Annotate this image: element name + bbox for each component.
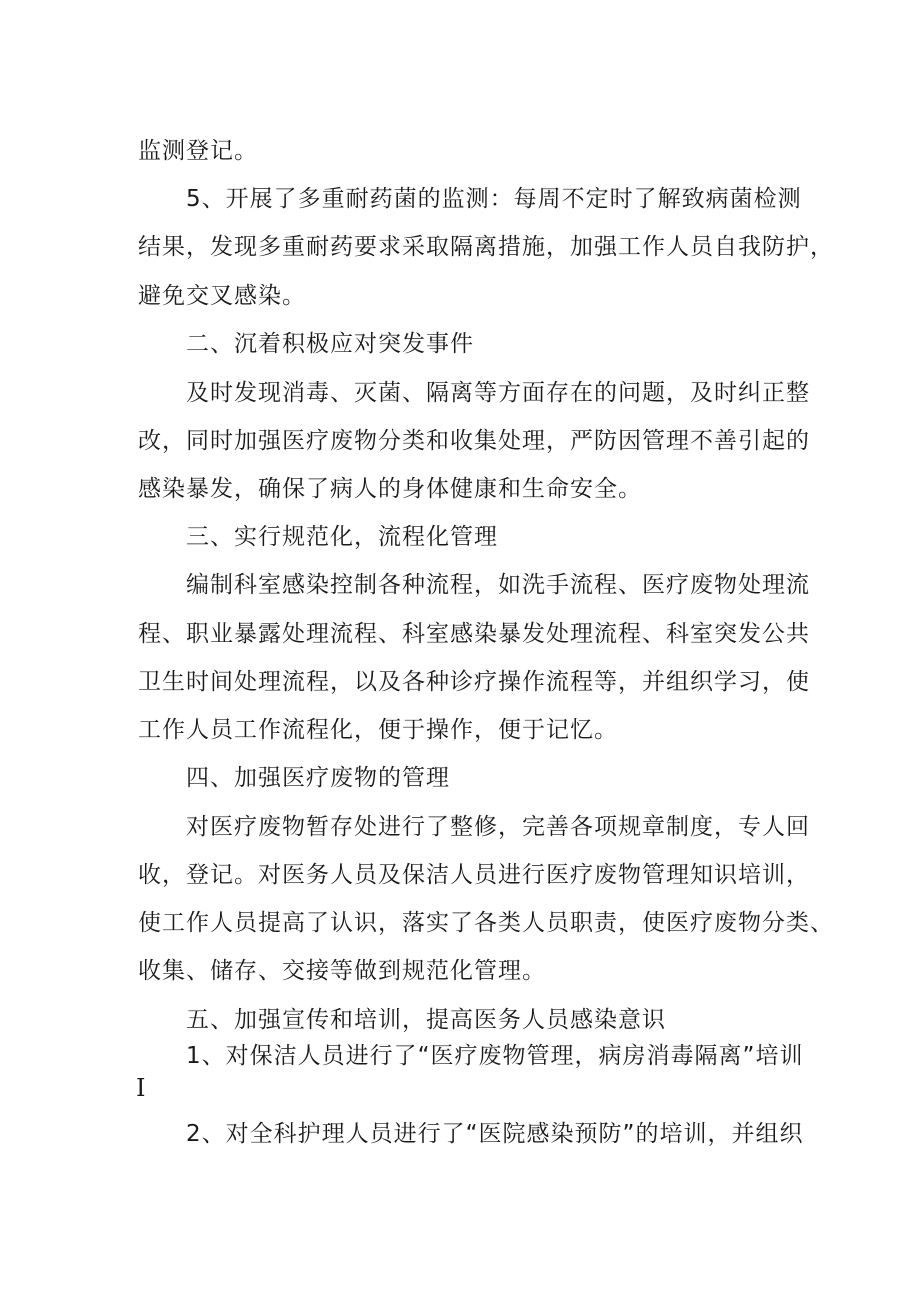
text-line: 感染暴发，确保了病人的身体健康和生命安全。	[138, 476, 642, 502]
text-line: 改，同时加强医疗废物分类和收集处理，严防因管理不善引起的	[138, 428, 810, 454]
text-line: 工作人员工作流程化，便于操作，便于记忆。	[138, 717, 618, 743]
section-heading: 三、实行规范化，流程化管理	[186, 524, 498, 550]
text-line: 收集、储存、交接等做到规范化管理。	[138, 958, 546, 984]
text-line: 对医疗废物暂存处进行了整修，完善各项规章制度，专人回	[186, 814, 810, 840]
section-heading: 五、加强宣传和培训，提高医务人员感染意识	[186, 1007, 666, 1033]
text-line: 卫生时间处理流程，以及各种诊疗操作流程等，并组织学习，使	[138, 669, 810, 695]
text-line: 程、职业暴露处理流程、科室感染暴发处理流程、科室突发公共	[138, 621, 810, 647]
text-line: 使工作人员提高了认识，落实了各类人员职责，使医疗废物分类、	[138, 910, 834, 936]
section-heading: 四、加强医疗废物的管理	[186, 765, 450, 791]
text-line: 收，登记。对医务人员及保洁人员进行医疗废物管理知识培训，	[138, 862, 810, 888]
text-line: 编制科室感染控制各种流程，如洗手流程、医疗废物处理流	[186, 572, 810, 598]
text-line: 避免交叉感染。	[138, 283, 306, 309]
text-line: 5、开展了多重耐药菌的监测：每周不定时了解致病菌检测	[186, 186, 802, 212]
text-line: 及时发现消毒、灭菌、隔离等方面存在的问题，及时纠正整	[186, 380, 810, 406]
text-line: 2、对全科护理人员进行了“医院感染预防”的培训，并组织	[186, 1121, 804, 1147]
stray-character: I	[136, 1074, 146, 1102]
text-line: 监测登记。	[138, 138, 258, 164]
text-line: 1、对保洁人员进行了“医疗废物管理，病房消毒隔离”培训	[186, 1043, 804, 1069]
section-heading: 二、沉着积极应对突发事件	[186, 331, 474, 357]
text-line: 结果，发现多重耐药要求采取隔离措施，加强工作人员自我防护，	[138, 234, 834, 260]
